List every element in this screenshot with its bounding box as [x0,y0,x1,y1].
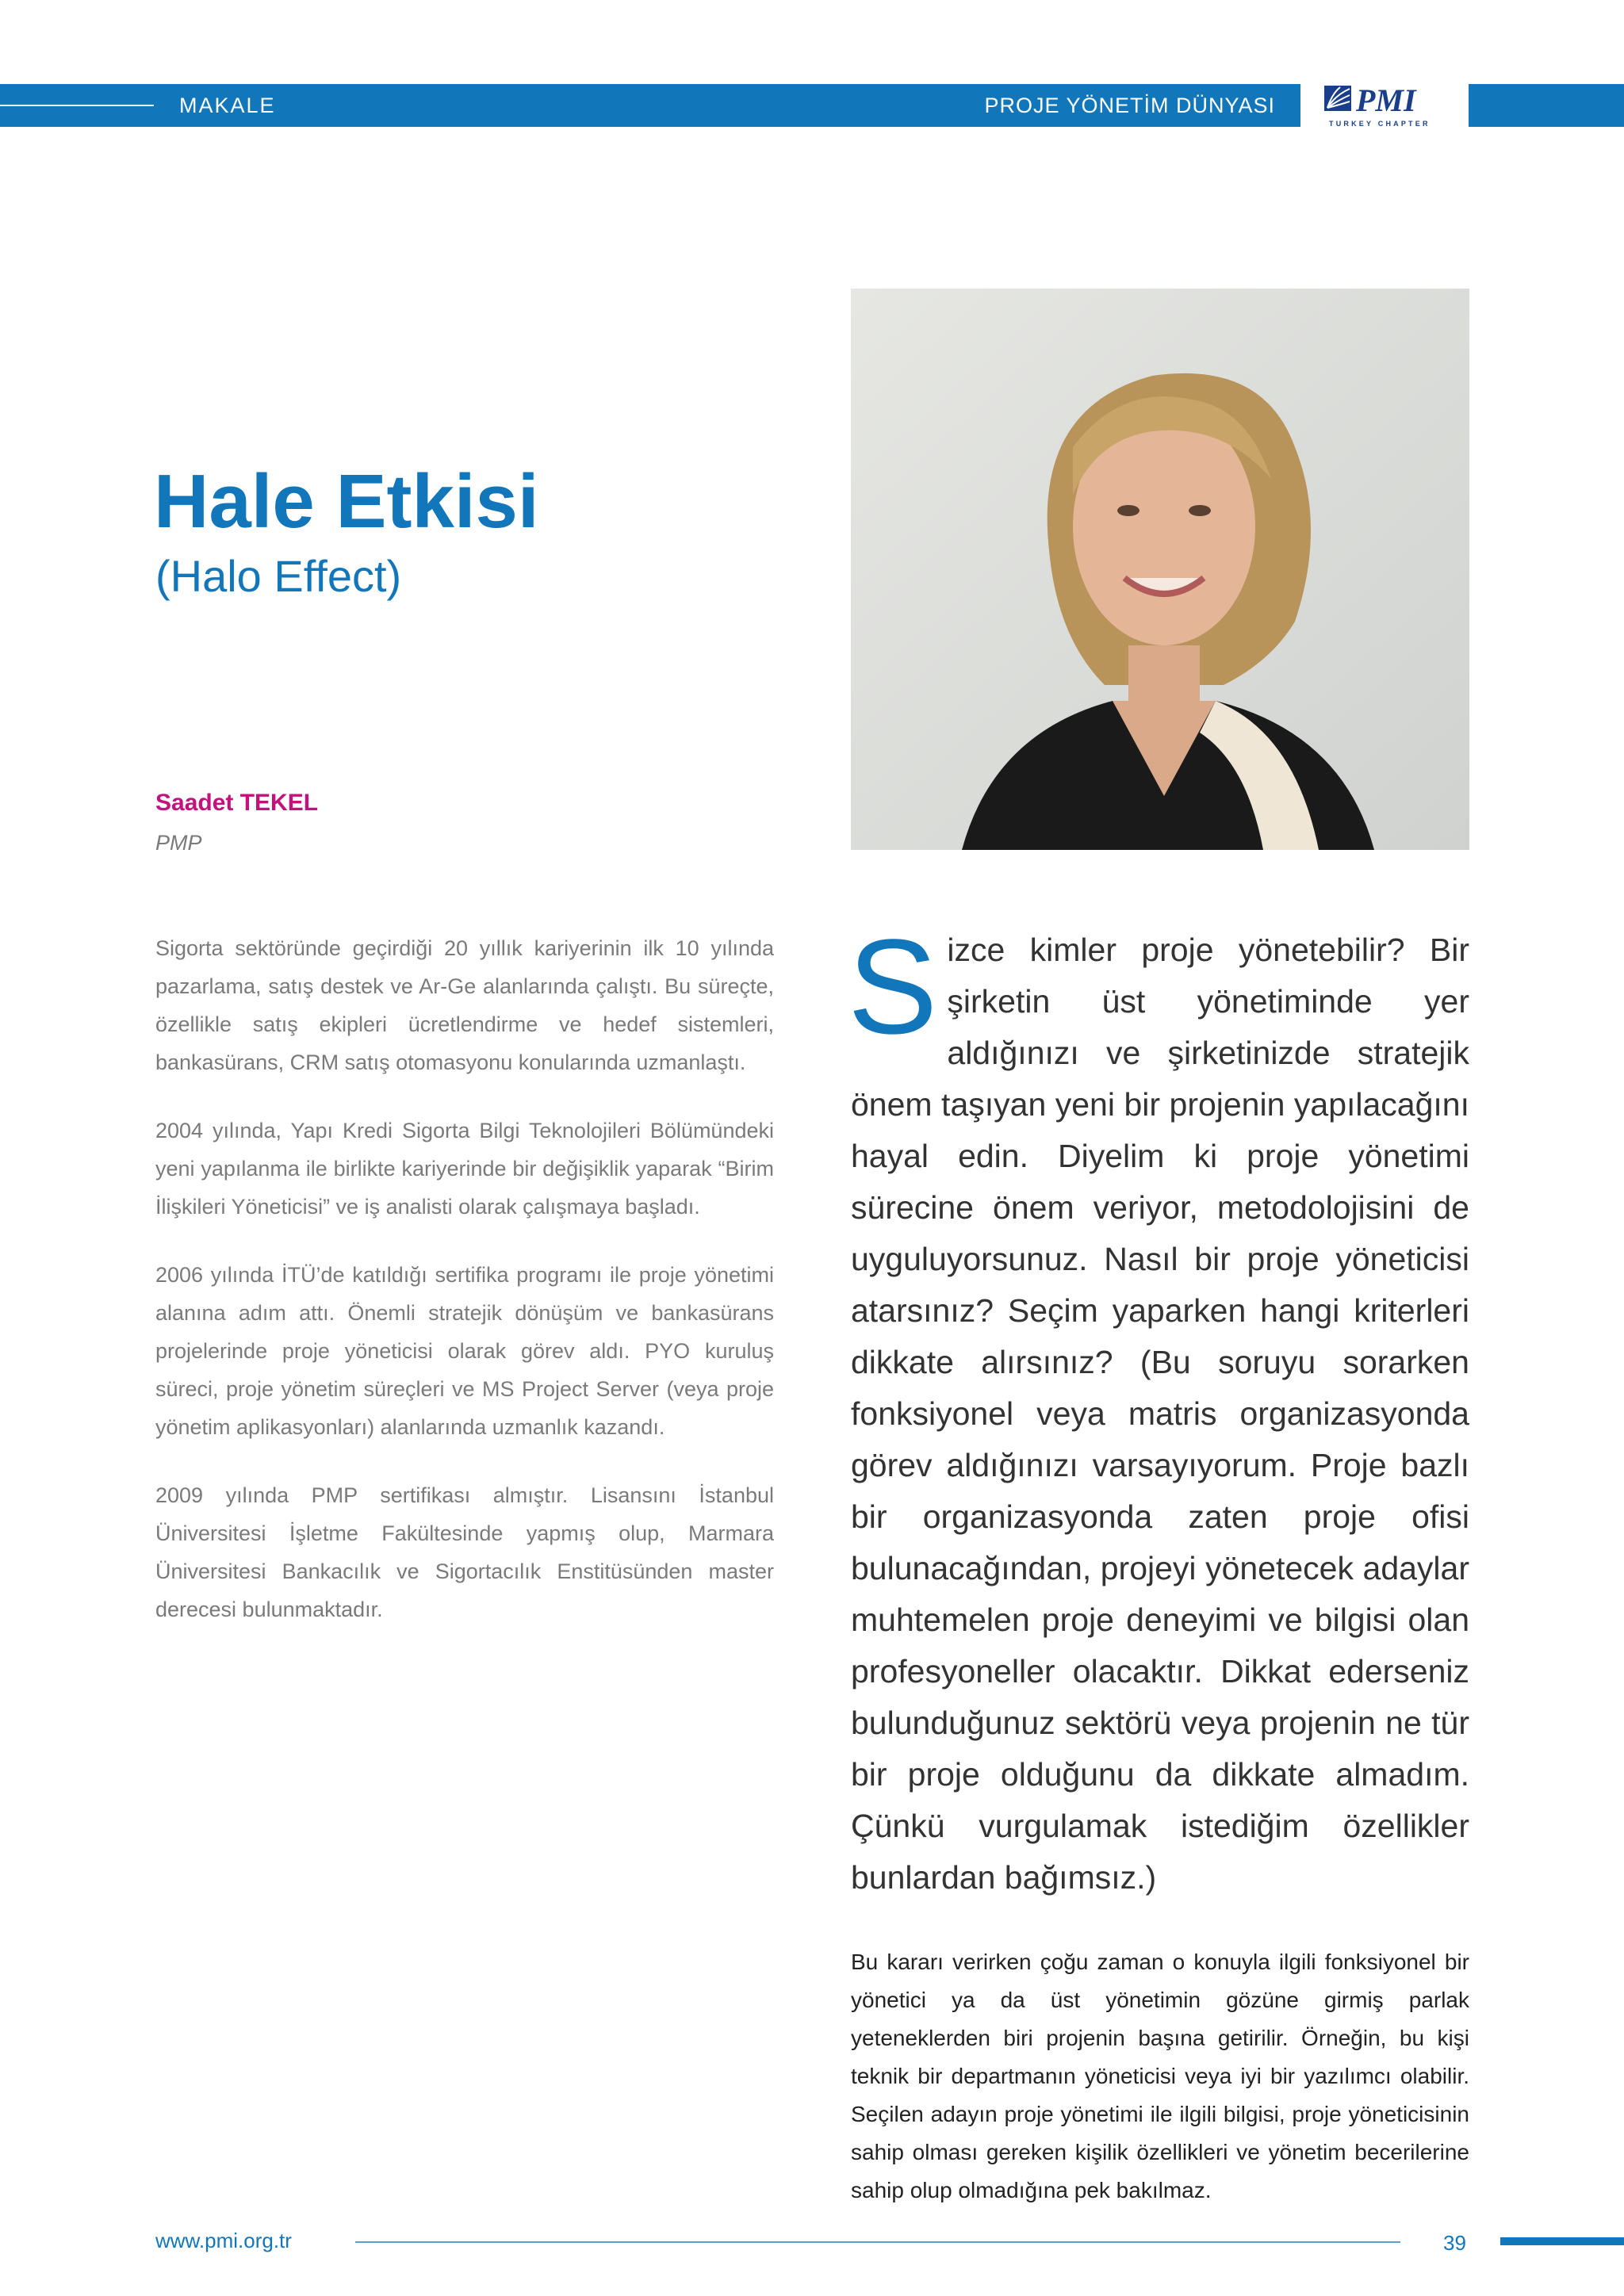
page-number: 39 [1443,2231,1466,2255]
bio-paragraph: 2004 yılında, Yapı Kredi Sigorta Bilgi Teknolojileri Bölümündeki yeni yapılanma ile birlikte kariyerinde bir değişiklik yaparak “Birim İlişkileri Yöneticisi” ve iş analisti olarak çalışmaya başladı. [155,1119,774,1219]
footer-rule [355,2241,1400,2243]
section-label: MAKALE [179,94,276,117]
magazine-title: PROJE YÖNETİM DÜNYASI [984,94,1275,117]
footer-accent-bar [1500,2237,1624,2245]
author-name: Saadet TEKEL [155,790,319,816]
article-subtitle: (Halo Effect) [155,551,402,601]
logo-tagline: TURKEY CHAPTER [1329,120,1431,128]
bio-paragraph: Sigorta sektöründe geçirdiği 20 yıllık kariyerinin ilk 10 yılında pazarlama, satış destek ve Ar-Ge alanlarında çalıştı. Bu süreçte, özellikle satış ekipleri ücretlendirme ve hedef sistemleri, bankasürans, CRM satış otomasyonu konularında uzmanlaştı. [155,936,774,1074]
bio-paragraph: 2009 yılında PMP sertifikası almıştır. Lisansını İstanbul Üniversitesi İşletme Fakültesinde yapmış olup, Marmara Üniversitesi Bankacılık ve Sigortacılık Enstitüsünden master derecesi bulunmaktadır. [155,1483,774,1621]
author-bio [155,929,774,1659]
bio-paragraph: 2006 yılında İTÜ’de katıldığı sertifika programı ile proje yönetimi alanına adım attı. Önemli stratejik dönüşüm ve bankasürans projelerinde proje yöneticisi olarak görev aldı. PYO kuruluş süreci, proje yönetim süreçleri ve MS Project Server (veya proje yönetim aplikasyonları) alanlarında uzmanlık kazandı. [155,1263,774,1439]
drop-cap: S [848,912,938,1062]
header-band-tail [1469,84,1624,127]
lead-paragraph [848,912,1469,1904]
author-portrait-photo [851,289,1469,850]
author-credential: PMP [155,831,202,855]
header-divider-line [0,105,154,106]
body-paragraph: Bu kararı verirken çoğu zaman o konuyla ilgili fonksiyonel bir yönetici ya da üst yönetimin gözüne girmiş parlak yeteneklerden biri projenin başına getirilir. Örneğin, bu kişi teknik bir departmanın yöneticisi veya iyi bir yazılımcı olabilir. Seçilen adayın proje yönetimi ile ilgili bilgisi, proje yöneticisinin sahip olması gereken kişilik özellikleri ve yönetim becerilerine sahip olup olmadığına pek bakılmaz. [851,1950,1469,2202]
lead-text: izce kimler proje yönetebilir? Bir şirketin üst yönetiminde yer aldığınızı ve şirketinizde stratejik önem taşıyan yeni bir projenin yapılacağını hayal edin. Diyelim ki proje yönetimi sürecine önem veriyor, metodolojisini de uyguluyorsunuz. Nasıl bir proje yöneticisi atarsınız? Seçim yaparken hangi kriterleri dikkate alırsınız? (Bu soruyu sorarken fonksiyonel veya matris organizasyonda görev aldığınızı varsayıyorum. Proje bazlı bir organizasyonda zaten proje ofisi bulunacağından, projeyi yönetecek adaylar muhtemelen proje deneyimi ve bilgisi olan profesyoneller olacaktır. Dikkat ederseniz bulunduğunuz sektörü veya projenin ne tür bir proje olduğunu da dikkate almadım. Çünkü vurgulamak istediğim özellikler bunlardan bağımsız.) [851,932,1469,1896]
article-body [848,912,1469,2210]
article-title: Hale Etkisi [154,459,539,544]
footer-website-link[interactable]: www.pmi.org.tr [155,2229,292,2252]
logo-wordmark: PMI [1356,82,1416,118]
